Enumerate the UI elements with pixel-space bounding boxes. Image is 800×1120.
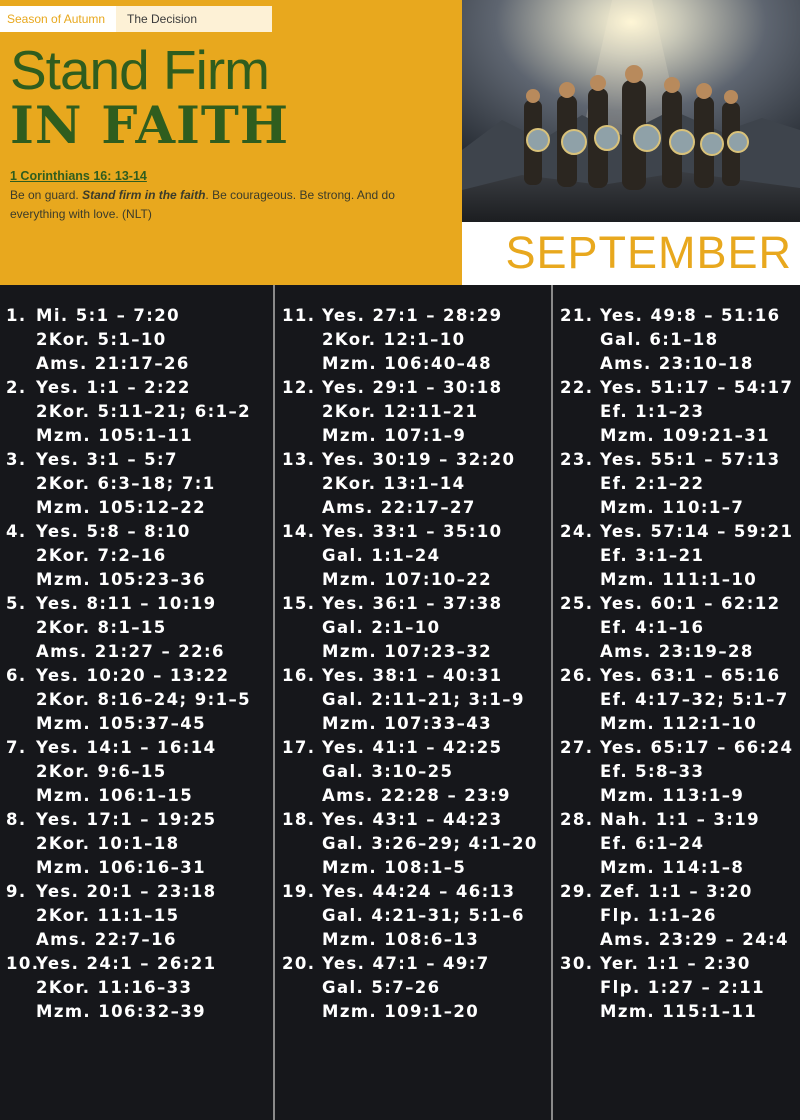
reading-passage: Yes. 24:1 – 26:21: [36, 954, 217, 973]
reading-passage: Gal. 5:7–26: [322, 978, 441, 997]
reading-line: [282, 592, 552, 616]
reading-line: [282, 496, 552, 520]
reading-passage: Yes. 57:14 – 59:21: [600, 522, 794, 541]
day-number: 23.: [560, 450, 594, 469]
reading-passage: Gal. 6:1–18: [600, 330, 719, 349]
reading-passage: Mzm. 108:6–13: [322, 930, 480, 949]
reading-passage: Yes. 41:1 – 42:25: [322, 738, 503, 757]
reading-line: [282, 928, 552, 952]
reading-day: [560, 592, 800, 664]
reading-line: [6, 832, 276, 856]
reading-passage: Yes. 49:8 – 51:16: [600, 306, 781, 325]
reading-line: [6, 664, 276, 688]
reading-day: [6, 304, 276, 376]
verse-reference: 1 Corinthians 16: 13-14: [10, 169, 147, 183]
reading-day: [560, 304, 800, 376]
reading-line: [6, 376, 276, 400]
reading-line: [6, 856, 276, 880]
reading-passage: Yes. 3:1 – 5:7: [36, 450, 178, 469]
reading-line: [6, 736, 276, 760]
reading-passage: Flp. 1:1–26: [600, 906, 717, 925]
reading-passage: Ams. 23:29 – 24:4: [600, 930, 789, 949]
reading-passage: Yes. 8:11 – 10:19: [36, 594, 217, 613]
reading-day: [282, 736, 552, 808]
reading-passage: 2Kor. 11:1–15: [36, 906, 180, 925]
reading-line: [560, 856, 800, 880]
reading-passage: Yes. 47:1 – 49:7: [322, 954, 490, 973]
reading-line: [560, 496, 800, 520]
reading-day: [282, 808, 552, 880]
reading-line: [6, 760, 276, 784]
reading-passage: Ef. 4:17–32; 5:1–7: [600, 690, 789, 709]
reading-passage: 2Kor. 7:2–16: [36, 546, 167, 565]
reading-day: [282, 664, 552, 736]
reading-passage: Ef. 1:1–23: [600, 402, 705, 421]
reading-passage: 2Kor. 5:1–10: [36, 330, 167, 349]
reading-line: [6, 952, 276, 976]
reading-column-1: [6, 304, 276, 1024]
reading-line: [282, 904, 552, 928]
reading-passage: Ef. 3:1–21: [600, 546, 705, 565]
day-number: 11.: [282, 306, 316, 325]
day-number: 12.: [282, 378, 316, 397]
reading-passage: 2Kor. 8:1–15: [36, 618, 167, 637]
reading-line: [282, 880, 552, 904]
page-title: Stand Firm: [10, 39, 269, 101]
reading-passage: Yes. 65:17 – 66:24: [600, 738, 794, 757]
day-number: 19.: [282, 882, 316, 901]
reading-line: [560, 664, 800, 688]
reading-passage: Ef. 2:1–22: [600, 474, 705, 493]
reading-line: [282, 760, 552, 784]
reading-passage: Ef. 5:8–33: [600, 762, 705, 781]
reading-day: [282, 376, 552, 448]
reading-day: [560, 448, 800, 520]
reading-passage: Mzm. 115:1–11: [600, 1002, 758, 1021]
reading-line: [282, 400, 552, 424]
day-number: 1.: [6, 306, 27, 325]
reading-passage: Gal. 2:1–10: [322, 618, 441, 637]
reading-line: [560, 352, 800, 376]
reading-passage: Mzm. 112:1–10: [600, 714, 758, 733]
reading-passage: Mi. 5:1 – 7:20: [36, 306, 181, 325]
reading-line: [560, 304, 800, 328]
reading-line: [6, 688, 276, 712]
reading-passage: Gal. 3:26–29; 4:1–20: [322, 834, 538, 853]
reading-line: [560, 592, 800, 616]
reading-passage: Mzm. 109:1–20: [322, 1002, 480, 1021]
reading-passage: 2Kor. 12:1–10: [322, 330, 466, 349]
reading-passage: Yes. 55:1 – 57:13: [600, 450, 781, 469]
day-number: 29.: [560, 882, 594, 901]
reading-line: [6, 568, 276, 592]
reading-passage: Mzm. 106:32–39: [36, 1002, 207, 1021]
reading-line: [282, 952, 552, 976]
reading-line: [560, 952, 800, 976]
reading-passage: Ams. 22:7–16: [36, 930, 177, 949]
reading-passage: Yes. 10:20 – 13:22: [36, 666, 230, 685]
reading-line: [6, 616, 276, 640]
day-number: 21.: [560, 306, 594, 325]
day-number: 3.: [6, 450, 27, 469]
reading-day: [282, 880, 552, 952]
reading-line: [560, 520, 800, 544]
reading-day: [6, 376, 276, 448]
reading-day: [560, 880, 800, 952]
day-number: 20.: [282, 954, 316, 973]
reading-passage: Nah. 1:1 – 3:19: [600, 810, 761, 829]
reading-passage: Mzm. 105:37–45: [36, 714, 207, 733]
reading-line: [282, 568, 552, 592]
reading-passage: Zef. 1:1 – 3:20: [600, 882, 753, 901]
reading-line: [560, 880, 800, 904]
reading-passage: Yes. 1:1 – 2:22: [36, 378, 191, 397]
reading-day: [282, 304, 552, 376]
reading-line: [6, 400, 276, 424]
reading-line: [560, 712, 800, 736]
reading-passage: Ef. 6:1–24: [600, 834, 705, 853]
reading-passage: Yes. 29:1 – 30:18: [322, 378, 503, 397]
reading-passage: Yes. 33:1 – 35:10: [322, 522, 503, 541]
reading-passage: Yes. 60:1 – 62:12: [600, 594, 781, 613]
reading-day: [6, 808, 276, 880]
reading-line: [282, 712, 552, 736]
reading-column-3: [560, 304, 800, 1024]
page-title-emphasis: IN FAITH: [10, 96, 290, 156]
reading-line: [6, 328, 276, 352]
reading-line: [282, 976, 552, 1000]
reading-day: [282, 448, 552, 520]
reading-line: [560, 568, 800, 592]
day-number: 10.: [6, 954, 40, 973]
reading-passage: 2Kor. 11:16–33: [36, 978, 193, 997]
reading-passage: 2Kor. 10:1–18: [36, 834, 180, 853]
day-number: 18.: [282, 810, 316, 829]
reading-passage: Ams. 23:19–28: [600, 642, 754, 661]
reading-line: [6, 520, 276, 544]
reading-passage: Mzm. 105:1–11: [36, 426, 194, 445]
reading-passage: Ams. 21:27 – 22:6: [36, 642, 225, 661]
reading-passage: Ams. 22:28 – 23:9: [322, 786, 511, 805]
reading-line: [6, 808, 276, 832]
reading-line: [560, 376, 800, 400]
reading-day: [560, 952, 800, 1024]
day-number: 26.: [560, 666, 594, 685]
day-number: 7.: [6, 738, 27, 757]
reading-passage: 2Kor. 12:11–21: [322, 402, 479, 421]
reading-line: [282, 448, 552, 472]
reading-day: [6, 880, 276, 952]
reading-passage: Gal. 3:10–25: [322, 762, 454, 781]
reading-line: [560, 424, 800, 448]
reading-passage: Yer. 1:1 – 2:30: [600, 954, 751, 973]
reading-line: [282, 328, 552, 352]
reading-passage: 2Kor. 8:16–24; 9:1–5: [36, 690, 251, 709]
reading-line: [6, 1000, 276, 1024]
reading-line: [6, 592, 276, 616]
reading-passage: Ams. 22:17–27: [322, 498, 476, 517]
reading-day: [560, 808, 800, 880]
hero-illustration: [462, 0, 800, 222]
reading-day: [560, 736, 800, 808]
reading-day: [6, 736, 276, 808]
reading-passage: Yes. 44:24 – 46:13: [322, 882, 516, 901]
day-number: 5.: [6, 594, 27, 613]
reading-line: [560, 400, 800, 424]
day-number: 16.: [282, 666, 316, 685]
reading-passage: Mzm. 106:1–15: [36, 786, 194, 805]
reading-line: [560, 808, 800, 832]
reading-passage: Mzm. 107:10–22: [322, 570, 493, 589]
reading-line: [6, 448, 276, 472]
day-number: 2.: [6, 378, 27, 397]
reading-line: [560, 472, 800, 496]
reading-line: [282, 784, 552, 808]
day-number: 8.: [6, 810, 27, 829]
reading-line: [282, 424, 552, 448]
day-number: 22.: [560, 378, 594, 397]
reading-day: [282, 592, 552, 664]
reading-passage: Mzm. 107:33–43: [322, 714, 493, 733]
reading-passage: Mzm. 107:23–32: [322, 642, 493, 661]
reading-day: [6, 520, 276, 592]
day-number: 4.: [6, 522, 27, 541]
reading-passage: Yes. 63:1 – 65:16: [600, 666, 781, 685]
reading-line: [6, 472, 276, 496]
reading-passage: Ef. 4:1–16: [600, 618, 705, 637]
reading-line: [282, 1000, 552, 1024]
reading-line: [560, 544, 800, 568]
reading-line: [560, 976, 800, 1000]
verse-emphasis: Stand firm in the faith: [82, 188, 206, 202]
reading-line: [282, 640, 552, 664]
reading-passage: Gal. 2:11–21; 3:1–9: [322, 690, 525, 709]
reading-line: [6, 880, 276, 904]
reading-line: [282, 664, 552, 688]
reading-passage: Yes. 20:1 – 23:18: [36, 882, 217, 901]
reading-line: [282, 376, 552, 400]
reading-day: [560, 376, 800, 448]
reading-passage: Mzm. 109:21–31: [600, 426, 771, 445]
reading-passage: Mzm. 106:40–48: [322, 354, 493, 373]
reading-line: [282, 472, 552, 496]
reading-line: [6, 496, 276, 520]
reading-day: [6, 952, 276, 1024]
reading-line: [560, 832, 800, 856]
reading-day: [6, 592, 276, 664]
reading-passage: Yes. 27:1 – 28:29: [322, 306, 503, 325]
header-panel: [0, 0, 462, 285]
reading-line: [560, 928, 800, 952]
reading-passage: Ams. 23:10–18: [600, 354, 754, 373]
reading-line: [6, 904, 276, 928]
month-banner: [462, 222, 800, 285]
reading-column-2: [282, 304, 552, 1024]
reading-passage: Yes. 30:19 – 32:20: [322, 450, 516, 469]
day-number: 25.: [560, 594, 594, 613]
reading-line: [6, 976, 276, 1000]
reading-line: [6, 424, 276, 448]
reading-line: [560, 616, 800, 640]
reading-passage: Flp. 1:27 – 2:11: [600, 978, 765, 997]
reading-line: [560, 760, 800, 784]
reading-passage: 2Kor. 6:3–18; 7:1: [36, 474, 216, 493]
day-number: 6.: [6, 666, 27, 685]
day-number: 24.: [560, 522, 594, 541]
reading-passage: Yes. 5:8 – 8:10: [36, 522, 191, 541]
reading-passage: Gal. 1:1–24: [322, 546, 441, 565]
reading-line: [560, 688, 800, 712]
reading-line: [282, 856, 552, 880]
reading-line: [282, 832, 552, 856]
reading-passage: Yes. 43:1 – 44:23: [322, 810, 503, 829]
reading-line: [560, 736, 800, 760]
reading-line: [282, 808, 552, 832]
reading-passage: Yes. 14:1 – 16:14: [36, 738, 217, 757]
reading-day: [560, 664, 800, 736]
reading-line: [560, 328, 800, 352]
reading-passage: Mzm. 113:1–9: [600, 786, 745, 805]
reading-line: [282, 616, 552, 640]
reading-day: [560, 520, 800, 592]
verse-text: Be on guard. Stand firm in the faith. Be courageous. Be strong. And do everything with love. (NLT): [10, 188, 395, 221]
reading-line: [6, 928, 276, 952]
reading-passage: Yes. 36:1 – 37:38: [322, 594, 503, 613]
day-number: 14.: [282, 522, 316, 541]
day-number: 30.: [560, 954, 594, 973]
reading-passage: Mzm. 111:1–10: [600, 570, 758, 589]
reading-passage: Mzm. 110:1–7: [600, 498, 745, 517]
reading-line: [560, 1000, 800, 1024]
tab-topic[interactable]: The Decision: [116, 6, 272, 32]
reading-passage: 2Kor. 9:6–15: [36, 762, 167, 781]
reading-passage: Mzm. 105:12–22: [36, 498, 207, 517]
day-number: 13.: [282, 450, 316, 469]
reading-passage: 2Kor. 5:11–21; 6:1–2: [36, 402, 251, 421]
reading-line: [560, 784, 800, 808]
reading-passage: Yes. 38:1 – 40:31: [322, 666, 503, 685]
day-number: 9.: [6, 882, 27, 901]
day-number: 28.: [560, 810, 594, 829]
reading-passage: Mzm. 106:16–31: [36, 858, 207, 877]
reading-line: [282, 304, 552, 328]
reading-line: [282, 544, 552, 568]
reading-day: [6, 448, 276, 520]
tab-season[interactable]: Season of Autumn: [0, 6, 116, 32]
reading-passage: Yes. 17:1 – 19:25: [36, 810, 217, 829]
reading-passage: Mzm. 107:1–9: [322, 426, 467, 445]
reading-passage: Ams. 21:17–26: [36, 354, 190, 373]
reading-line: [6, 352, 276, 376]
reading-day: [282, 952, 552, 1024]
reading-line: [282, 352, 552, 376]
reading-line: [282, 736, 552, 760]
reading-line: [560, 640, 800, 664]
reading-line: [6, 304, 276, 328]
reading-line: [6, 640, 276, 664]
day-number: 27.: [560, 738, 594, 757]
reading-passage: Gal. 4:21–31; 5:1–6: [322, 906, 525, 925]
reading-line: [6, 544, 276, 568]
day-number: 15.: [282, 594, 316, 613]
reading-line: [560, 904, 800, 928]
reading-line: [282, 520, 552, 544]
reading-passage: Mzm. 108:1–5: [322, 858, 467, 877]
reading-passage: Mzm. 114:1–8: [600, 858, 745, 877]
reading-line: [282, 688, 552, 712]
reading-passage: Yes. 51:17 – 54:17: [600, 378, 794, 397]
reading-line: [560, 448, 800, 472]
month-label: SEPTEMBER: [505, 227, 792, 278]
day-number: 17.: [282, 738, 316, 757]
reading-day: [282, 520, 552, 592]
reading-day: [6, 664, 276, 736]
reading-line: [6, 712, 276, 736]
reading-passage: 2Kor. 13:1–14: [322, 474, 466, 493]
reading-passage: Mzm. 105:23–36: [36, 570, 207, 589]
reading-line: [6, 784, 276, 808]
